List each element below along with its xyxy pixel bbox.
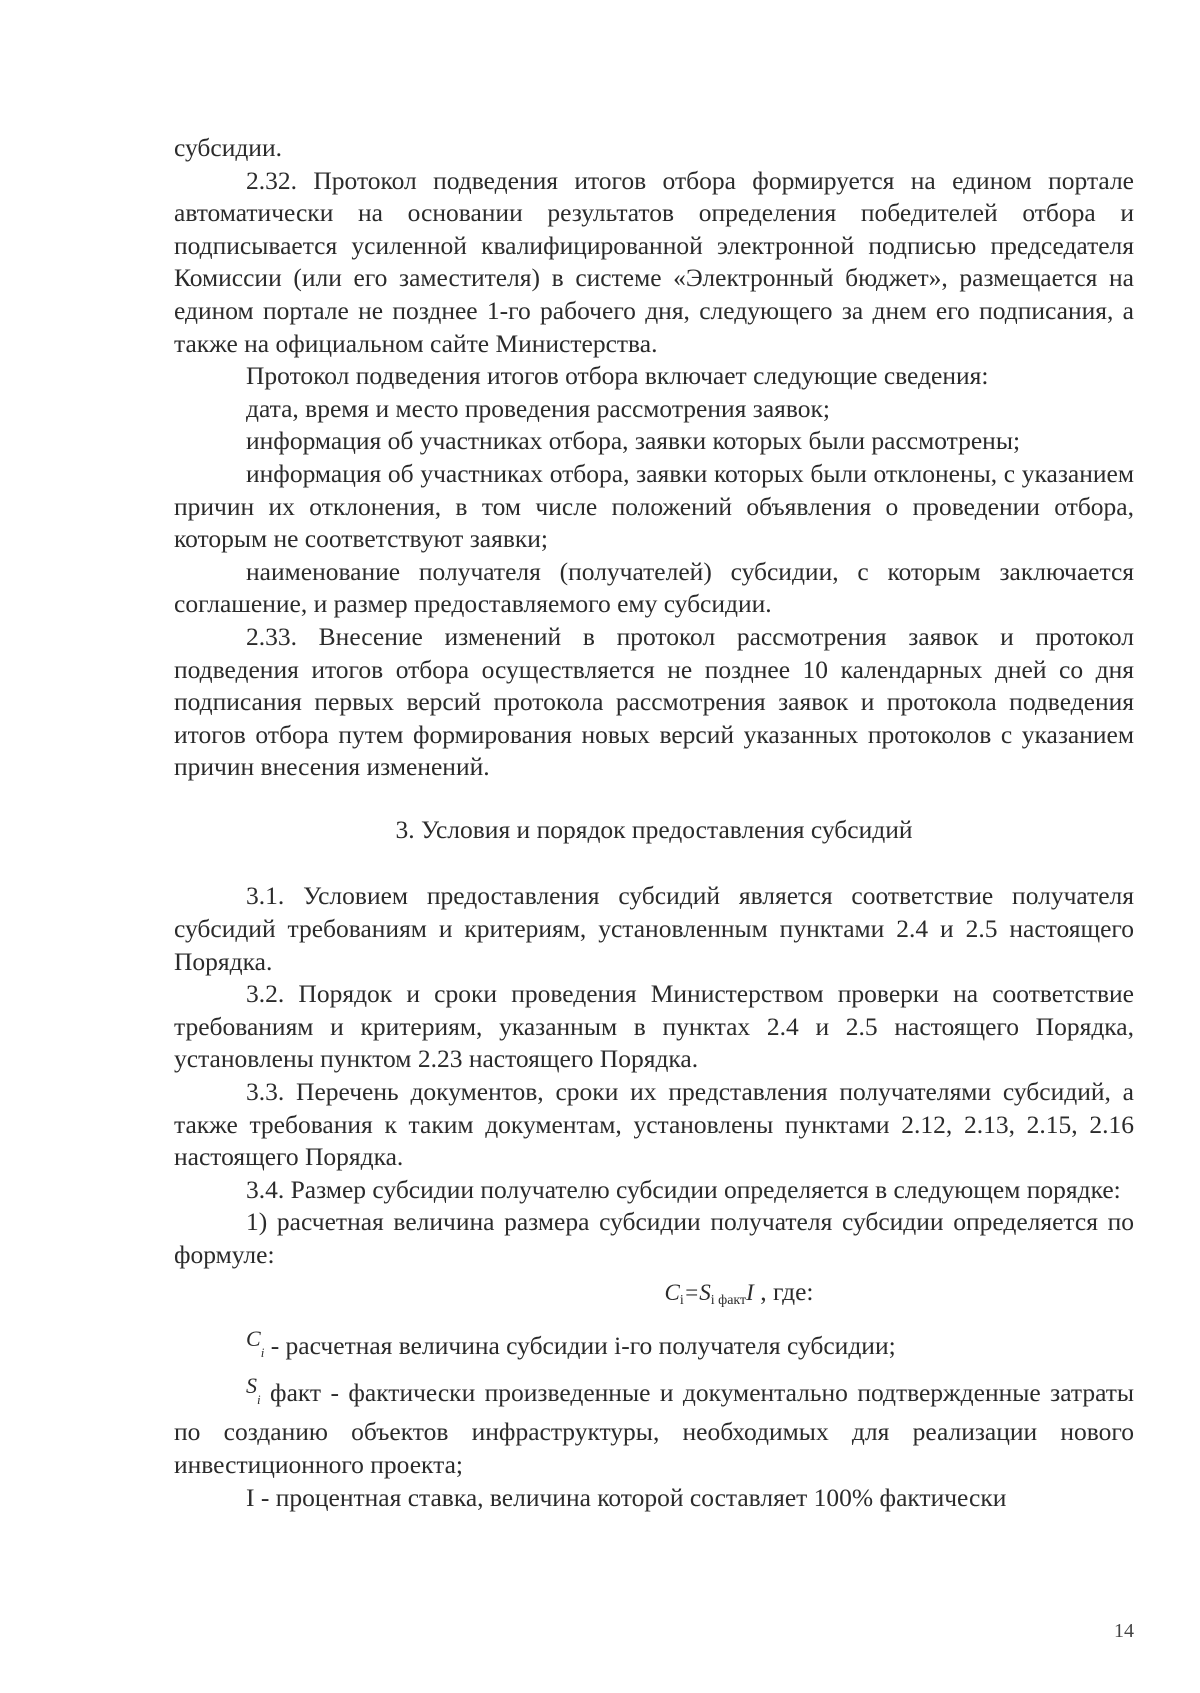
formula bbox=[174, 1276, 1134, 1318]
definition-c bbox=[174, 1323, 1134, 1370]
formula-i: I bbox=[746, 1279, 754, 1305]
paragraph-2-32: 2.32. Протокол подведения итогов отбора формируется на едином портале автоматически на основании результатов определения победителей отбора и подписывается усиленной квалифицированной электронной подписью председателя Комиссии (или его заместителя) в системе «Электронный бюджет», размещается на едином портале не позднее 1-го рабочего дня, следующего за днем его подписания, а также на официальном сайте Министерства. bbox=[174, 165, 1134, 358]
paragraph-3-1: 3.1. Условием предоставления субсидий является соответствие получателя субсидий требованиям и критериям, установленным пунктами 2.4 и 2.5 настоящего Порядка. bbox=[174, 881, 1134, 976]
def-c-sub: i bbox=[260, 1345, 265, 1361]
formula-c-sub: i bbox=[679, 1292, 684, 1308]
document-body bbox=[174, 132, 1134, 1514]
definition-i: I - процентная ставка, величина которой составляет 100% фактически bbox=[246, 1482, 1007, 1512]
formula-c: C bbox=[664, 1279, 680, 1305]
paragraph-3-4: 3.4. Размер субсидии получателю субсидии определяется в следующем порядке: bbox=[246, 1174, 1121, 1204]
def-s-symbol: S bbox=[246, 1372, 257, 1398]
paragraph-3-3: 3.3. Перечень документов, сроки их представления получателями субсидий, а также требования к таким документам, установлены пунктами 2.12, 2.13, 2.15, 2.16 настоящего Порядка. bbox=[174, 1077, 1134, 1172]
section-heading: 3. Условия и порядок предоставления субсидий bbox=[395, 814, 913, 844]
paragraph-3-2: 3.2. Порядок и сроки проведения Министерством проверки на соответствие требованиям и критериям, указанным в пунктах 2.4 и 2.5 настоящего Порядка, установлены пунктом 2.23 настоящего Порядка. bbox=[174, 979, 1134, 1074]
formula-eq: = bbox=[683, 1279, 700, 1305]
list-item: дата, время и место проведения рассмотрения заявок; bbox=[246, 393, 830, 423]
definition-s bbox=[174, 1370, 1134, 1482]
paragraph-formula-intro: 1) расчетная величина размера субсидии получателя субсидии определяется по формуле: bbox=[174, 1207, 1134, 1269]
formula-s-sub: i факт bbox=[710, 1292, 747, 1308]
formula-s: S bbox=[699, 1279, 711, 1305]
list-item: наименование получателя (получателей) субсидии, с которым заключается соглашение, и размер предоставляемого ему субсидии. bbox=[174, 556, 1134, 619]
def-s-sub: i bbox=[257, 1391, 261, 1407]
def-c-symbol: C bbox=[246, 1326, 261, 1352]
list-item: информация об участниках отбора, заявки которых были отклонены, с указанием причин их отклонения, в том числе положений объявления о проведении отбора, которым не соответствуют заявки; bbox=[174, 458, 1134, 554]
def-c-text: - расчетная величина субсидии i-го получателя субсидии; bbox=[264, 1331, 896, 1361]
paragraph: Протокол подведения итогов отбора включает следующие сведения: bbox=[246, 361, 989, 391]
def-s-text: факт - фактически произведенные и документально подтвержденные затраты по созданию объектов инфраструктуры, необходимых для реализации нового инвестиционного проекта; bbox=[174, 1377, 1134, 1479]
list-item: информация об участниках отбора, заявки которых были рассмотрены; bbox=[246, 426, 1021, 456]
page-number: 14 bbox=[1114, 1620, 1134, 1642]
paragraph-2-33: 2.33. Внесение изменений в протокол рассмотрения заявок и протокол подведения итогов отбора осуществляется не позднее 10 календарных дней со дня подписания первых версий протокола рассмотрения заявок и протокола подведения итогов отбора путем формирования новых версий указанных протоколов с указанием причин внесения изменений. bbox=[174, 621, 1134, 782]
paragraph: субсидии. bbox=[174, 133, 282, 162]
formula-tail: , где: bbox=[753, 1276, 814, 1306]
